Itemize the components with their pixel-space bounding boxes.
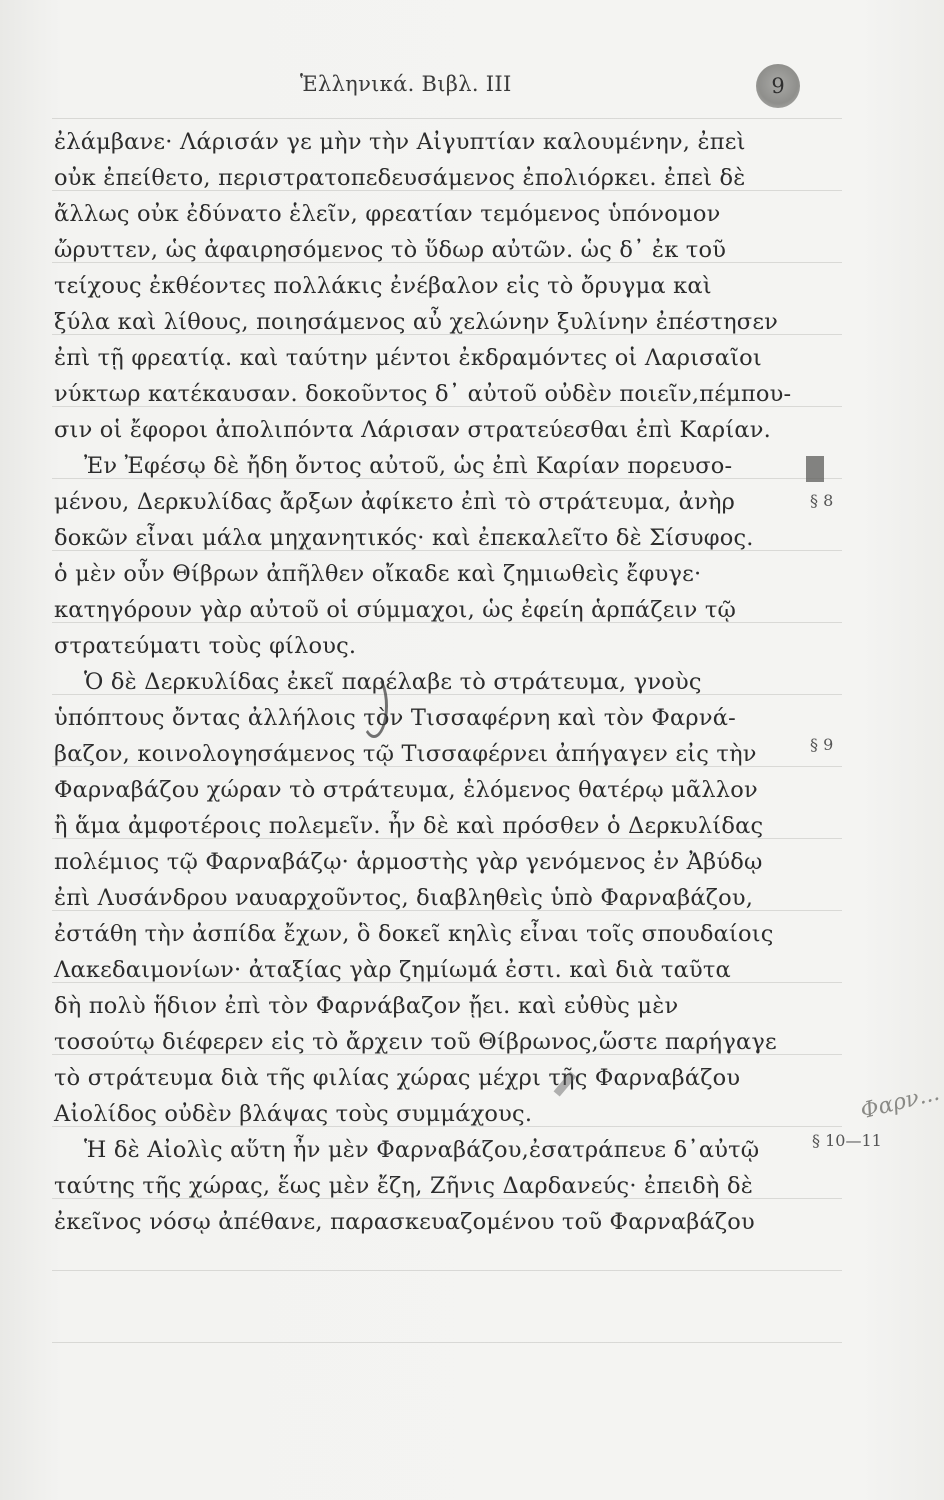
text-line: ἢ ἅμα ἀμφοτέροις πολεμεῖν. ἦν δὲ καὶ πρόσθεν ὁ Δερκυλίδας [54, 813, 764, 839]
pencil-bracket-mark [360, 674, 388, 738]
section-mark-9: § 9 [810, 735, 834, 754]
text-line: ἐπὶ τῇ φρεατίᾳ. καὶ ταύτην μέντοι ἐκδραμόντες οἱ Λαρισαῖοι [54, 345, 762, 371]
text-line: δὴ πολὺ ἥδιον ἐπὶ τὸν Φαρνάβαζον ᾔει. καὶ εὐθὺς μὲν [54, 993, 679, 1019]
text-line: κατηγόρουν γὰρ αὐτοῦ οἱ σύμμαχοι, ὡς ἐφείη ἁρπάζειν τῷ [54, 597, 737, 623]
text-line: δοκῶν εἶναι μάλα μηχανητικός· καὶ ἐπεκαλεῖτο δὲ Σίσυφος. [54, 525, 754, 551]
text-line: ξύλα καὶ λίθους, ποιησάμενος αὖ χελώνην ξυλίνην ἐπέστησεν [54, 309, 779, 335]
text-line: ἐλάμβανε· Λάρισάν γε μὴν τὴν Αἰγυπτίαν καλουμένην, ἐπεὶ [54, 129, 746, 155]
text-line: οὐκ ἐπείθετο, περιστρατοπεδευσάμενος ἐπολιόρκει. ἐπεὶ δὲ [54, 165, 746, 191]
section-mark-10-11: § 10—11 [812, 1131, 882, 1150]
text-line: τὸ στράτευμα διὰ τῆς φιλίας χώρας μέχρι τῆς Φαρναβάζου [54, 1065, 741, 1091]
text-line: βαζον, κοινολογησάμενος τῷ Τισσαφέρνει ἀπήγαγεν εἰς τὴν [54, 741, 757, 767]
text-line: ὁ μὲν οὖν Θίβρων ἀπῆλθεν οἴκαδε καὶ ζημιωθεὶς ἔφυγε· [54, 561, 702, 587]
text-line: ἄλλως οὐκ ἐδύνατο ἑλεῖν, φρεατίαν τεμόμενος ὑπόνομον [54, 201, 721, 227]
text-line: ὑπόπτους ὄντας ἀλλήλοις τὸν Τισσαφέρνη καὶ τὸν Φαρνά- [54, 705, 736, 731]
ruled-line [52, 1270, 842, 1271]
text-line: σιν οἱ ἔφοροι ἀπολιπόντα Λάρισαν στρατεύεσθαι ἐπὶ Καρίαν. [54, 417, 771, 443]
page-number: 9 [756, 64, 800, 108]
text-line: στρατεύματι τοὺς φίλους. [54, 633, 357, 659]
ruled-line [52, 118, 842, 119]
text-line: ταύτης τῆς χώρας, ἕως μὲν ἔζη, Ζῆνις Δαρδανεύς· ἐπειδὴ δὲ [54, 1173, 753, 1199]
ruled-line [52, 1342, 842, 1343]
text-line: ἐπὶ Λυσάνδρου ναυαρχοῦντος, διαβληθεὶς ὑπὸ Φαρναβάζου, [54, 885, 754, 911]
text-line: Λακεδαιμονίων· ἀταξίας γὰρ ζημίωμά ἐστι. καὶ διὰ ταῦτα [54, 957, 731, 983]
section-mark-8: § 8 [810, 491, 834, 510]
text-line: ὤρυττεν, ὡς ἀφαιρησόμενος τὸ ὕδωρ αὐτῶν. ὡς δ᾽ ἐκ τοῦ [54, 237, 727, 263]
running-title: Ἑλληνικά. Βιβλ. III [300, 72, 512, 96]
text-line: πολέμιος τῷ Φαρναβάζῳ· ἁρμοστὴς γὰρ γενόμενος ἐν Ἀβύδῳ [54, 849, 763, 875]
text-line: Ἐν Ἐφέσῳ δὲ ἤδη ὄντος αὐτοῦ, ὡς ἐπὶ Καρίαν πορευσο- [84, 453, 733, 479]
margin-note: Φαρν... [858, 1080, 943, 1125]
text-line: μένου, Δερκυλίδας ἄρξων ἀφίκετο ἐπὶ τὸ στράτευμα, ἀνὴρ [54, 489, 736, 515]
text-line: Αἰολίδος οὐδὲν βλάψας τοὺς συμμάχους. [54, 1101, 533, 1127]
text-line: Ὁ δὲ Δερκυλίδας ἐκεῖ παρέλαβε τὸ στράτευμα, γνοὺς [84, 669, 702, 695]
text-line: τείχους ἐκθέοντες πολλάκις ἐνέβαλον εἰς τὸ ὄρυγμα καὶ [54, 273, 712, 299]
text-line: Φαρναβάζου χώραν τὸ στράτευμα, ἑλόμενος θατέρῳ μᾶλλον [54, 777, 758, 803]
ink-smudge [806, 456, 824, 482]
text-line: Ἡ δὲ Αἰολὶς αὕτη ἦν μὲν Φαρναβάζου,ἐσατράπευε δ᾽αὐτῷ [84, 1137, 760, 1163]
text-line: τοσούτῳ διέφερεν εἰς τὸ ἄρχειν τοῦ Θίβρωνος,ὥστε παρήγαγε [54, 1029, 777, 1055]
text-line: νύκτωρ κατέκαυσαν. δοκοῦντος δ᾽ αὐτοῦ οὐδὲν ποιεῖν,πέμπου- [54, 381, 792, 407]
greek-text-body [54, 124, 824, 1240]
text-line: ἐστάθη τὴν ἀσπίδα ἔχων, ὃ δοκεῖ κηλὶς εἶναι τοῖς σπουδαίοις [54, 921, 774, 947]
text-line: ἐκεῖνος νόσῳ ἀπέθανε, παρασκευαζομένου τοῦ Φαρναβάζου [54, 1209, 755, 1235]
